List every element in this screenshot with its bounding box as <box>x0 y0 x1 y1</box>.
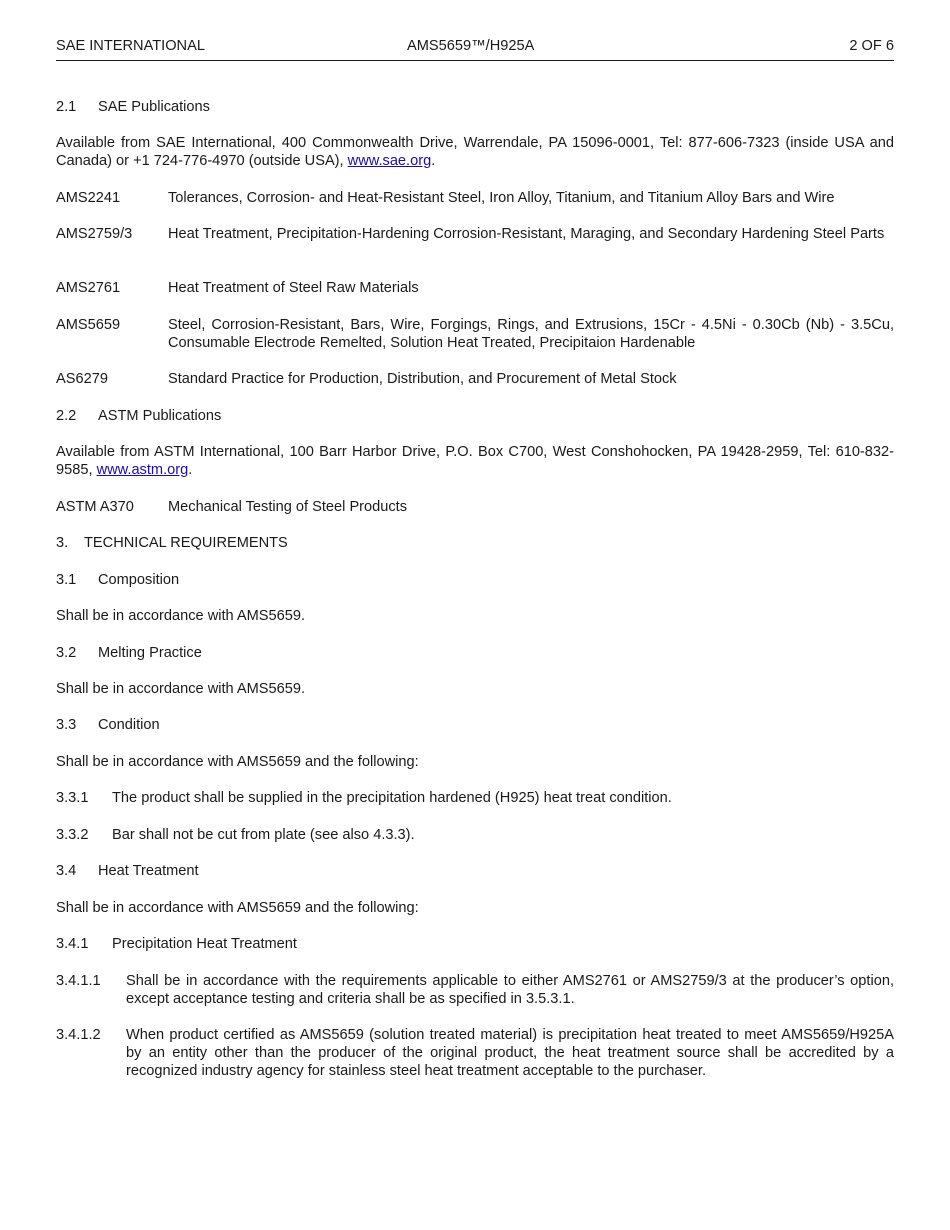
paragraph-3-1: Shall be in accordance with AMS5659. <box>56 608 306 624</box>
item-3-4-1-1 <box>56 972 894 1008</box>
section-number: 3.4.1 <box>56 936 89 952</box>
reference-ams2761 <box>56 279 894 297</box>
reference-code: AS6279 <box>56 371 108 387</box>
heading-3-2 <box>56 644 894 662</box>
reference-ams5659 <box>56 316 894 352</box>
paragraph-3-2: Shall be in accordance with AMS5659. <box>56 681 306 697</box>
header-page-number: 2 OF 6 <box>849 38 894 54</box>
item-text: Bar shall not be cut from plate (see also 4.3.3). <box>112 827 415 843</box>
section-number: 2.1 <box>56 99 77 115</box>
reference-code: ASTM A370 <box>56 499 134 515</box>
paragraph-3-3: Shall be in accordance with AMS5659 and the following: <box>56 754 419 770</box>
section-title: Precipitation Heat Treatment <box>112 936 297 952</box>
reference-as6279 <box>56 370 894 388</box>
heading-3-4-1 <box>56 935 894 953</box>
reference-ams2241 <box>56 189 894 207</box>
heading-3-4 <box>56 862 894 880</box>
astm-availability-paragraph: Available from ASTM International, 100 Barr Harbor Drive, P.O. Box C700, West Conshohocken, PA 19428-2959, Tel: 610-832-9585, www.astm.org. <box>56 444 894 478</box>
section-number: 3.3.1 <box>56 790 89 806</box>
section-title: Melting Practice <box>98 645 202 661</box>
reference-description: Standard Practice for Production, Distribution, and Procurement of Metal Stock <box>168 371 677 387</box>
section-number: 3. <box>56 535 69 551</box>
section-title: Composition <box>98 572 180 588</box>
section-number: 3.1 <box>56 572 77 588</box>
section-number: 3.3 <box>56 717 77 733</box>
sae-availability-paragraph: Available from SAE International, 400 Commonwealth Drive, Warrendale, PA 15096-0001, Tel: 877-606-7323 (inside USA and Canada) or +1 724-776-4970 (outside USA), www.sae.org. <box>56 135 894 169</box>
item-text: The product shall be supplied in the precipitation hardened (H925) heat treat condition. <box>112 790 672 806</box>
reference-description: Mechanical Testing of Steel Products <box>168 499 408 515</box>
reference-description: Heat Treatment, Precipitation-Hardening Corrosion-Resistant, Maraging, and Secondary Hardening Steel Parts <box>168 226 885 242</box>
reference-astm-a370 <box>56 498 894 516</box>
reference-code: AMS2761 <box>56 280 121 296</box>
heading-3 <box>56 534 894 552</box>
item-3-3-1 <box>56 789 894 807</box>
heading-3-3 <box>56 716 894 734</box>
section-number: 2.2 <box>56 408 77 424</box>
paragraph-3-4: Shall be in accordance with AMS5659 and the following: <box>56 900 419 916</box>
section-number: 3.4.1.2 <box>56 1027 101 1043</box>
section-number: 3.4.1.1 <box>56 973 101 989</box>
section-number: 3.2 <box>56 645 77 661</box>
section-number: 3.4 <box>56 863 77 879</box>
reference-ams2759-3 <box>56 225 894 243</box>
section-title: ASTM Publications <box>98 408 222 424</box>
page-header <box>56 38 894 61</box>
astm-availability-text: Available from ASTM International, 100 Barr Harbor Drive, P.O. Box C700, West Conshohocken, PA 19428-2959, Tel: 610-832-9585, <box>56 444 894 478</box>
header-doc-id: AMS5659™/H925A <box>407 38 535 54</box>
section-title: Heat Treatment <box>98 863 199 879</box>
section-title: Condition <box>98 717 160 733</box>
section-number: 3.3.2 <box>56 827 89 843</box>
section-title: SAE Publications <box>98 99 210 115</box>
item-3-4-1-2 <box>56 1026 894 1080</box>
reference-description: Steel, Corrosion-Resistant, Bars, Wire, Forgings, Rings, and Extrusions, 15Cr - 4.5Ni - 0.30Cb (Nb) - 3.5Cu, Consumable Electrode Remelted, Solution Heat Treated, Precipitaion Hardenable <box>168 317 894 351</box>
header-org: SAE INTERNATIONAL <box>56 38 205 54</box>
reference-description: Heat Treatment of Steel Raw Materials <box>168 280 419 296</box>
reference-code: AMS2759/3 <box>56 226 133 242</box>
reference-description: Tolerances, Corrosion- and Heat-Resistant Steel, Iron Alloy, Titanium, and Titanium Alloy Bars and Wire <box>168 190 835 206</box>
sae-website-link[interactable]: www.sae.org <box>347 153 432 169</box>
reference-code: AMS2241 <box>56 190 121 206</box>
heading-2-2 <box>56 407 894 425</box>
heading-2-1 <box>56 98 894 116</box>
item-3-3-2 <box>56 826 894 844</box>
sae-availability-text: Available from SAE International, 400 Commonwealth Drive, Warrendale, PA 15096-0001, Tel: 877-606-7323 (inside USA and Canada) or +1 724-776-4970 (outside USA), <box>56 135 894 169</box>
section-title: TECHNICAL REQUIREMENTS <box>84 535 288 551</box>
item-text: When product certified as AMS5659 (solution treated material) is precipitation heat treated to meet AMS5659/H925A by an entity other than the producer of the original product, the heat treatment source shall be accredited by a recognized industry agency for stainless steel heat treatment acceptable to the purchaser. <box>126 1027 894 1079</box>
reference-code: AMS5659 <box>56 317 121 333</box>
heading-3-1 <box>56 571 894 589</box>
item-text: Shall be in accordance with the requirements applicable to either AMS2761 or AMS2759/3 at the producer’s option, except acceptance testing and criteria shall be as specified in 3.5.3.1. <box>126 973 894 1007</box>
astm-website-link[interactable]: www.astm.org <box>96 462 189 478</box>
